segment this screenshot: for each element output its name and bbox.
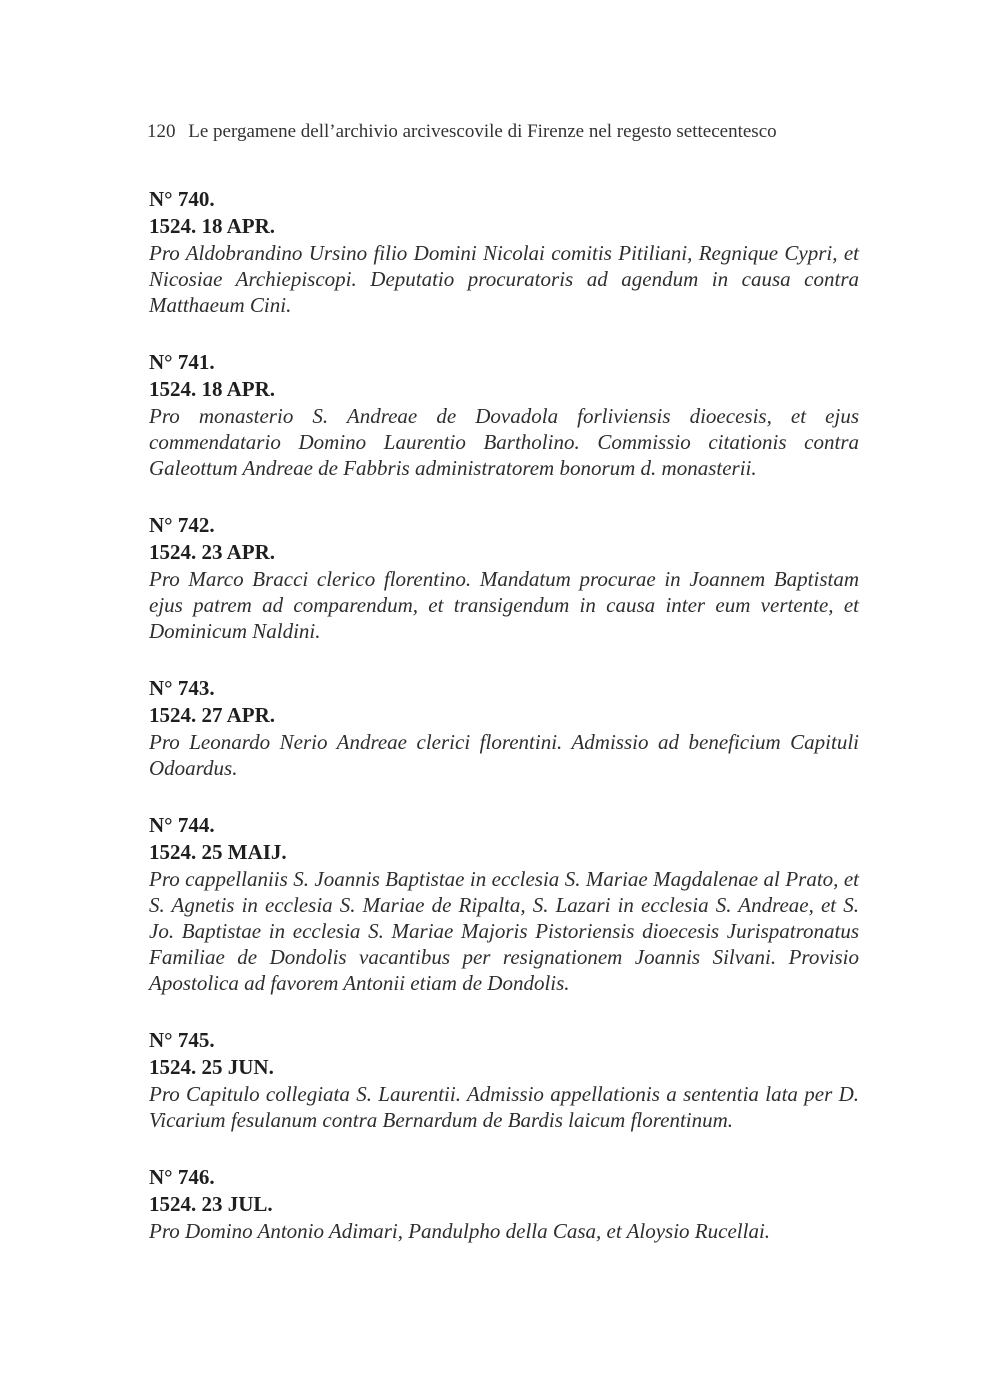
entry-number: N° 740. [149,187,215,211]
entry-date: 1524. 18 APR. [149,214,275,238]
entry-741 [149,349,859,481]
entry-742 [149,512,859,644]
running-title: Le pergamene dell’archivio arcivescovile di Firenze nel regesto settecentesco [188,121,777,142]
entry-746 [149,1164,859,1244]
entry-list [149,186,859,1275]
entry-text: Pro Leonardo Nerio Andreae clerici florentini. Admissio ad beneficium Capituli Odoardus. [149,730,859,780]
entry-743 [149,675,859,781]
entry-744 [149,812,859,996]
entry-text: Pro Capitulo collegiata S. Laurentii. Admissio appellationis a sententia lata per D. Vicarium fesulanum contra Bernardum de Bardis laicum florentinum. [149,1082,859,1132]
entry-date: 1524. 27 APR. [149,703,275,727]
entry-number: N° 744. [149,813,215,837]
entry-date: 1524. 23 JUL. [149,1192,273,1216]
entry-text: Pro Marco Bracci clerico florentino. Mandatum procurae in Joannem Baptistam ejus patrem ad comparendum, et transigendum in causa inter eum vertente, et Dominicum Naldini. [149,567,859,643]
entry-date: 1524. 23 APR. [149,540,275,564]
entry-number: N° 741. [149,350,215,374]
entry-number: N° 746. [149,1165,215,1189]
entry-text: Pro monasterio S. Andreae de Dovadola forliviensis dioecesis, et ejus commendatario Domino Laurentio Bartholino. Commissio citationis contra Galeottum Andreae de Fabbris administratorem bonorum d. monasterii. [149,404,859,480]
page-number: 120 [147,121,176,142]
entry-number: N° 743. [149,676,215,700]
entry-text: Pro Aldobrandino Ursino filio Domini Nicolai comitis Pitiliani, Regnique Cypri, et Nicosiae Archiepiscopi. Deputatio procuratoris ad agendum in causa contra Matthaeum Cini. [149,241,859,317]
entry-number: N° 745. [149,1028,215,1052]
running-head [147,120,867,144]
entry-date: 1524. 25 MAIJ. [149,840,287,864]
entry-740 [149,186,859,318]
entry-text: Pro Domino Antonio Adimari, Pandulpho della Casa, et Aloysio Rucellai. [149,1219,771,1243]
entry-text: Pro cappellaniis S. Joannis Baptistae in ecclesia S. Mariae Magdalenae al Prato, et S. Agnetis in ecclesia S. Mariae de Ripalta, S. Lazari in ecclesia S. Andreae, et S. Jo. Baptistae in ecclesia S. Mariae Majoris Pistoriensis dioecesis Jurispatronatus Familiae de Dondolis vacantibus per resignationem Joannis Silvani. Provisio Apostolica ad favorem Antonii etiam de Dondolis. [149,867,859,995]
entry-745 [149,1027,859,1133]
entry-date: 1524. 18 APR. [149,377,275,401]
entry-date: 1524. 25 JUN. [149,1055,274,1079]
entry-number: N° 742. [149,513,215,537]
